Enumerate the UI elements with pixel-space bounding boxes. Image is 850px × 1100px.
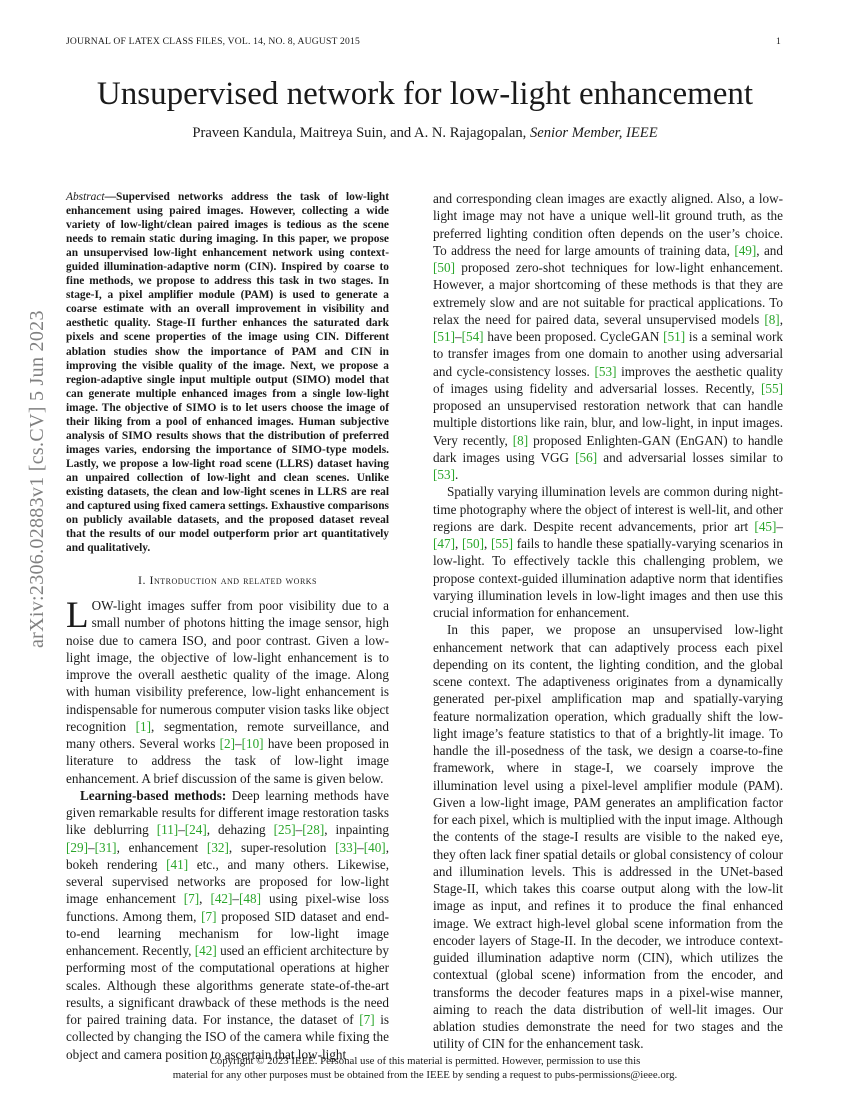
text-run: Deep learning methods have given remarkable results for different image restoration tasks like deblurring (66, 787, 389, 838)
text-run: used an efficient architecture by performing most of the computational operations at higher scales. Although these algorithms generate state-of-the-art results, a significant drawback of these methods is the need for paired training data. For instance, the dataset of (66, 943, 389, 1028)
author-role: Senior Member, IEEE (529, 125, 658, 141)
citation-link[interactable]: [47] (433, 536, 455, 551)
text-run: , and (756, 242, 783, 258)
text-run: Spatially varying illumination levels are common during night-time photography where the object of interest is well-lit, and other regions are dark. Despite recent advancements, prior art (433, 484, 783, 534)
text-run: , (779, 311, 783, 327)
author-line (0, 125, 850, 142)
citation-link[interactable]: [33] (335, 839, 358, 855)
text-run: – (235, 736, 242, 752)
copyright-line-2: material for any other purposes must be obtained from the IEEE by sending a request to pubs-permissions@ieee.org. (172, 1068, 678, 1081)
intro-paragraph (66, 597, 389, 787)
citation-link[interactable]: [10] (241, 736, 264, 752)
citation-link[interactable]: [2] (219, 736, 235, 752)
contribution-paragraph: In this paper, we propose an unsupervised low-light enhancement network that can adaptively process each pixel depending on its content, the lighting condition, and the global scene context. The adaptiveness originates from a dynamically generated per-pixel amplification map and spatially-varying feature normalization operation, which gradually shift the low-light image’s feature statistics to that of a brightly-lit image. To handle the ill-posedness of the task, we design a coarse-to-fine framework, where in stage-I, we coarsely improve the illumination level using a pixel-level amplifier module (PAM). Given a low-light image, PAM generates an amplification factor for each pixel, which is multiplied with the input image. Although the contents of the stage-I results are visible to the naked eye, they often lack finer spatial details or global consistency of colour and illumination levels. This is addressed in the UNet-based Stage-II, which takes this coarse output along with the low-lit image as input, and refines it to produce the final enhanced image. We extract high-level global scene information from the encoder layers of Stage-II. In the decoder, we introduce context-guided illumination adaptive norm (CIN), which utilizes the contextual (global scene) information from the encoder, and transforms the decoder features maps in a pixel-wise manner, aiming to reach the data distribution of well-lit images. Our ablation studies demonstrate the need for two stages and the utility of CIN for the enhancement task. (433, 622, 783, 1052)
text-run: is collected by changing the ISO of the camera while fixing the object and camera position to ascertain that low-light (66, 1012, 390, 1062)
text-run: have been proposed. CycleGAN (483, 329, 664, 344)
running-head: JOURNAL OF LATEX CLASS FILES, VOL. 14, NO. 8, AUGUST 2015 (66, 36, 360, 47)
text-run: proposed Enlighten-GAN (EnGAN) to handle dark images using VGG (433, 432, 783, 465)
citation-link[interactable]: [55] (761, 380, 783, 396)
learning-methods-paragraph (66, 787, 389, 1063)
citation-link[interactable]: [53] (594, 363, 617, 379)
citation-link[interactable]: [51] (433, 329, 455, 344)
citation-link[interactable]: [29] (66, 839, 88, 855)
citation-link[interactable]: [53] (433, 467, 455, 482)
citation-link[interactable]: [8] (512, 432, 529, 448)
citation-link[interactable]: [42] (210, 891, 233, 907)
citation-link[interactable]: [24] (184, 822, 207, 838)
citation-link[interactable]: [28] (302, 822, 325, 838)
text-run: proposed zero-shot techniques for low-light enhancement. However, a major shortcoming of these methods is that they are extremely slow and are not suitable for practical applications. To relax the need for paired data, several unsupervised models (433, 260, 783, 327)
left-column (66, 190, 389, 1063)
text-run: , bokeh rendering (66, 839, 389, 872)
paper-title: Unsupervised network for low-light enhancement (96, 76, 754, 112)
text-run: , dehazing (206, 822, 274, 838)
text-run: improves the aesthetic quality of images using fidelity and adversarial losses. Recently, (433, 363, 783, 396)
spatially-varying-paragraph (433, 483, 783, 621)
text-run: using pixel-wise loss functions. Among them, (66, 891, 389, 924)
text-run: – (232, 891, 240, 907)
text-run: , enhancement (116, 839, 207, 855)
text-run: , (199, 891, 211, 907)
citation-link[interactable]: [7] (359, 1012, 375, 1028)
runin-heading: Learning-based methods: (80, 787, 227, 803)
text-run: and corresponding clean images are exactly aligned. Also, a low-light image may not have a unique well-lit ground truth, as the preferred lighting condition often depends on the user’s choice. To address the need for large amounts of training data, (433, 191, 783, 258)
section-heading: I. Introduction and related works (137, 573, 318, 588)
text-run: , inpainting (324, 822, 389, 838)
arxiv-identifier: arXiv:2306.02883v1 [cs.CV] 5 Jun 2023 (26, 310, 48, 648)
citation-link[interactable]: [45] (754, 518, 777, 534)
text-run: – (295, 822, 303, 838)
text-run: , super-resolution (228, 839, 336, 855)
abstract-label: Abstract (66, 191, 105, 203)
page-number: 1 (776, 36, 781, 47)
text-run: , (454, 536, 463, 551)
citation-link[interactable]: [40] (363, 839, 386, 855)
copyright-notice (0, 1055, 850, 1082)
text-run: , (484, 536, 492, 551)
text-run: have been proposed in literature to address the task of low-light image enhancement. A brief discussion of the same is given below. (66, 736, 389, 786)
citation-link[interactable]: [55] (491, 536, 514, 551)
text-run: proposed an unsupervised restoration network that can handle multiple distortions like rain, blur, and low-light, in input images. Very recently, (433, 398, 783, 448)
text-run: is a seminal work to transfer images from one domain to another using adversarial and cycle-consistency losses. (433, 329, 783, 379)
citation-link[interactable]: [25] (273, 822, 296, 838)
abstract-text: —Supervised networks address the task of low-light enhancement using paired images. However, collecting a wide variety of low-light/clean paired images is tedious as the scene needs to remain static during imaging. In this paper, we propose an unsupervised low-light enhancement network using context-guided illumination-adaptive norm (CIN). Inspired by coarse to fine methods, we propose to address this task in two stages. In stage-I, a pixel amplifier module (PAM) is used to generate a coarse estimate with an overall improvement in visibility and aesthetic quality. Stage-II further enhances the saturated dark pixels and scene properties of the image using CIN. Different ablation studies show the importance of PAM and CIN in improving the visible quality of the image. Next, we propose a region-adaptive single input multiple output (SIMO) model that can generate multiple enhanced images from a single low-light image. The objective of SIMO is to let users choose the image of their liking from a pool of enhanced images. Human subjective analysis of SIMO results shows that the distribution of preferred images varies, endorsing the importance of SIMO-type models. Lastly, we propose a low-light road scene (LLRS) dataset having an unpaired collection of low-light and clean scenes. Unlike existing datasets, the clean and low-light scenes in LLRS are real and captured using fixed camera settings. Exhaustive comparisons on publicly available datasets, and the proposed dataset reveal that the results of our model outperform prior art quantitatively and qualitatively. (66, 191, 389, 555)
citation-link[interactable]: [54] (461, 329, 484, 344)
text-run: etc., and many others. Likewise, several supervised networks are proposed for low-light image enhancement (66, 856, 389, 907)
citation-link[interactable]: [7] (183, 891, 200, 907)
text-run: fails to handle these spatially-varying scenarios in low-light. To effectively tackle this challenging problem, we propose context-guided illumination adaptive norm that identifies varying illumination levels in low-light images and then use this crucial information for enhancement. (433, 536, 783, 620)
citation-link[interactable]: [50] (462, 536, 484, 551)
citation-link[interactable]: [42] (194, 943, 217, 959)
text-run: – (776, 518, 783, 534)
citation-link[interactable]: [32] (206, 839, 229, 855)
right-column (433, 190, 783, 1053)
text-run: , segmentation, remote surveillance, and many others. Several works (66, 718, 389, 752)
abstract (66, 190, 389, 555)
text-run: and adversarial losses similar to (597, 449, 783, 465)
citation-link[interactable]: [7] (201, 908, 217, 924)
text-run: – (454, 329, 462, 344)
text-run: – (87, 839, 95, 855)
citation-link[interactable]: [11] (156, 822, 179, 838)
citation-link[interactable]: [50] (433, 260, 455, 275)
author-names: Praveen Kandula, Maitreya Suin, and A. N. Rajagopalan, (192, 125, 527, 141)
citation-link[interactable]: [56] (575, 449, 598, 465)
text-run: OW-light images suffer from poor visibility due to a small number of photons hitting the image sensor, high noise due to camera ISO, and poor contrast. Given a low-light image, the objective of low-light enhancement is to improve the overall aesthetic quality of the image. Along with human visibility preference, low-light enhancement is indispensable for numerous computer vision tasks like object recognition (66, 598, 389, 734)
citation-link[interactable]: [51] (663, 329, 686, 344)
text-run: – (357, 839, 364, 855)
copyright-line-1: Copyright © 2023 IEEE. Personal use of this material is permitted. However, permission to use this (209, 1055, 641, 1067)
citation-link[interactable]: [41] (166, 856, 189, 872)
text-run: proposed SID dataset and end-to-end learning mechanism for low-light image enhancement. Recently, (66, 908, 389, 959)
citation-link[interactable]: [49] (734, 242, 757, 258)
unsupervised-methods-paragraph (433, 190, 783, 483)
citation-link[interactable]: [8] (764, 311, 780, 327)
citation-link[interactable]: [48] (239, 891, 261, 907)
drop-cap: L (66, 595, 89, 637)
text-run: . (454, 467, 459, 482)
citation-link[interactable]: [31] (94, 839, 117, 855)
citation-link[interactable]: [1] (135, 718, 152, 734)
text-run: – (178, 822, 185, 838)
